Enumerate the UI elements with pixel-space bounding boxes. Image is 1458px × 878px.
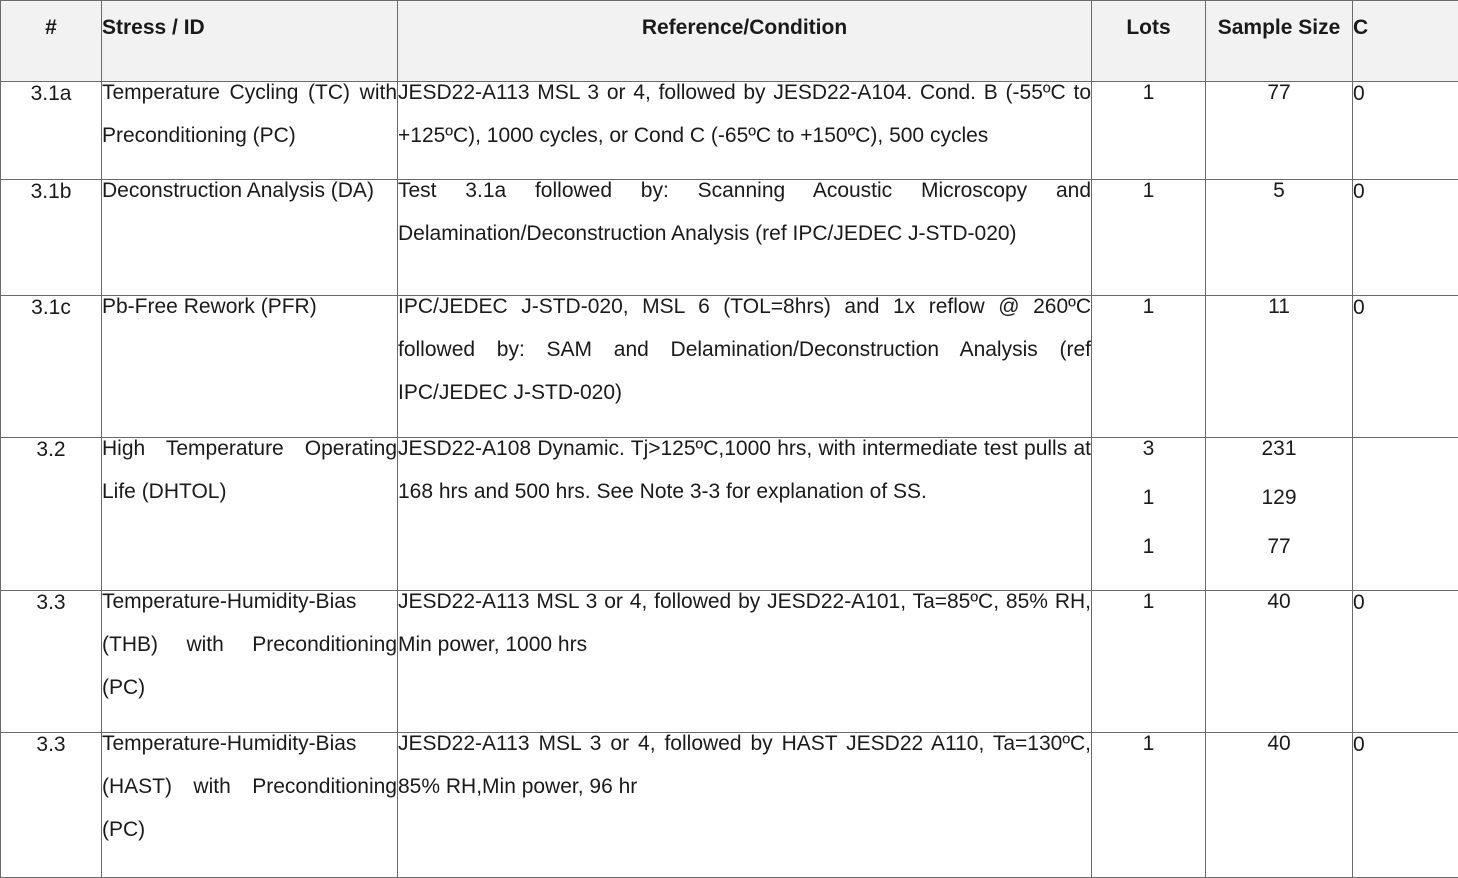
row-c: 0 bbox=[1353, 82, 1458, 180]
row-lots-value: 3 bbox=[1092, 438, 1205, 487]
table-row bbox=[1, 438, 1458, 591]
table-row bbox=[1, 82, 1458, 180]
row-reference bbox=[398, 438, 1092, 591]
row-lots-value: 1 bbox=[1092, 180, 1205, 229]
row-sample-size-value: 40 bbox=[1206, 733, 1352, 782]
row-stress-text: Pb-Free Rework (PFR) bbox=[102, 285, 397, 328]
row-sample-size bbox=[1206, 180, 1353, 296]
row-sample-size bbox=[1206, 296, 1353, 438]
row-lots-value: 1 bbox=[1092, 536, 1205, 585]
row-num: 3.2 bbox=[1, 438, 102, 591]
row-reference-text: Test 3.1a followed by: Scanning Acoustic Microscopy and Delamination/Deconstruction Analysis (ref IPC/JEDEC J-STD-020) bbox=[398, 169, 1091, 255]
row-lots bbox=[1092, 438, 1206, 591]
header-stress-id: Stress / ID bbox=[102, 1, 398, 82]
row-num: 3.1c bbox=[1, 296, 102, 438]
header-sample-size: Sample Size bbox=[1206, 1, 1353, 82]
table-header-row bbox=[1, 1, 1458, 82]
row-sample-size bbox=[1206, 591, 1353, 733]
row-reference bbox=[398, 180, 1092, 296]
row-stress-text: High Temperature Operating Life (DHTOL) bbox=[102, 427, 397, 513]
row-stress bbox=[102, 180, 398, 296]
header-reference-condition: Reference/Condition bbox=[398, 1, 1092, 82]
row-lots bbox=[1092, 82, 1206, 180]
row-sample-size-value: 77 bbox=[1206, 82, 1352, 131]
row-reference-text: JESD22-A113 MSL 3 or 4, followed by HAST JESD22 A110, Ta=130ºC, 85% RH,Min power, 96 hr bbox=[398, 722, 1091, 808]
row-c: 0 bbox=[1353, 733, 1458, 878]
row-sample-size-value: 129 bbox=[1206, 487, 1352, 536]
row-stress bbox=[102, 733, 398, 878]
row-stress-text: Temperature-Humidity-Bias (THB) with Preconditioning (PC) bbox=[102, 580, 397, 709]
row-sample-size-value: 77 bbox=[1206, 536, 1352, 585]
row-c bbox=[1353, 438, 1458, 591]
row-stress-text: Deconstruction Analysis (DA) bbox=[102, 169, 397, 212]
table-row bbox=[1, 591, 1458, 733]
row-sample-size bbox=[1206, 82, 1353, 180]
row-c: 0 bbox=[1353, 591, 1458, 733]
row-reference bbox=[398, 82, 1092, 180]
row-sample-size-value: 40 bbox=[1206, 591, 1352, 640]
row-reference-text: IPC/JEDEC J-STD-020, MSL 6 (TOL=8hrs) and 1x reflow @ 260ºC followed by: SAM and Delamination/Deconstruction Analysis (ref IPC/JEDEC J-STD-020) bbox=[398, 285, 1091, 414]
row-lots-value: 1 bbox=[1092, 487, 1205, 536]
row-sample-size-value: 11 bbox=[1206, 296, 1352, 345]
row-lots bbox=[1092, 296, 1206, 438]
row-stress bbox=[102, 438, 398, 591]
row-lots-value: 1 bbox=[1092, 591, 1205, 640]
row-num: 3.3 bbox=[1, 591, 102, 733]
header-lots: Lots bbox=[1092, 1, 1206, 82]
row-lots-value: 1 bbox=[1092, 733, 1205, 782]
row-lots-value: 1 bbox=[1092, 82, 1205, 131]
row-lots bbox=[1092, 591, 1206, 733]
row-c: 0 bbox=[1353, 296, 1458, 438]
row-num: 3.3 bbox=[1, 733, 102, 878]
row-reference-text: JESD22-A108 Dynamic. Tj>125ºC,1000 hrs, with intermediate test pulls at 168 hrs and 500 hrs. See Note 3-3 for explanation of SS. bbox=[398, 427, 1091, 513]
row-reference bbox=[398, 733, 1092, 878]
table-row bbox=[1, 296, 1458, 438]
row-num: 3.1a bbox=[1, 82, 102, 180]
row-sample-size bbox=[1206, 438, 1353, 591]
row-lots bbox=[1092, 733, 1206, 878]
row-stress bbox=[102, 82, 398, 180]
row-stress bbox=[102, 591, 398, 733]
row-c: 0 bbox=[1353, 180, 1458, 296]
row-reference-text: JESD22-A113 MSL 3 or 4, followed by JESD22-A101, Ta=85ºC, 85% RH, Min power, 1000 hrs bbox=[398, 580, 1091, 666]
table-row bbox=[1, 733, 1458, 878]
row-reference bbox=[398, 296, 1092, 438]
table-row bbox=[1, 180, 1458, 296]
header-c: C bbox=[1353, 1, 1458, 82]
row-sample-size-value: 231 bbox=[1206, 438, 1352, 487]
row-reference bbox=[398, 591, 1092, 733]
row-lots bbox=[1092, 180, 1206, 296]
row-sample-size-value: 5 bbox=[1206, 180, 1352, 229]
row-stress-text: Temperature Cycling (TC) with Preconditioning (PC) bbox=[102, 71, 397, 157]
row-reference-text: JESD22-A113 MSL 3 or 4, followed by JESD22-A104. Cond. B (-55ºC to +125ºC), 1000 cycles, or Cond C (-65ºC to +150ºC), 500 cycles bbox=[398, 71, 1091, 157]
row-lots-value: 1 bbox=[1092, 296, 1205, 345]
row-stress-text: Temperature-Humidity-Bias (HAST) with Preconditioning (PC) bbox=[102, 722, 397, 851]
row-num: 3.1b bbox=[1, 180, 102, 296]
header-num: # bbox=[1, 1, 102, 82]
row-sample-size bbox=[1206, 733, 1353, 878]
row-stress bbox=[102, 296, 398, 438]
